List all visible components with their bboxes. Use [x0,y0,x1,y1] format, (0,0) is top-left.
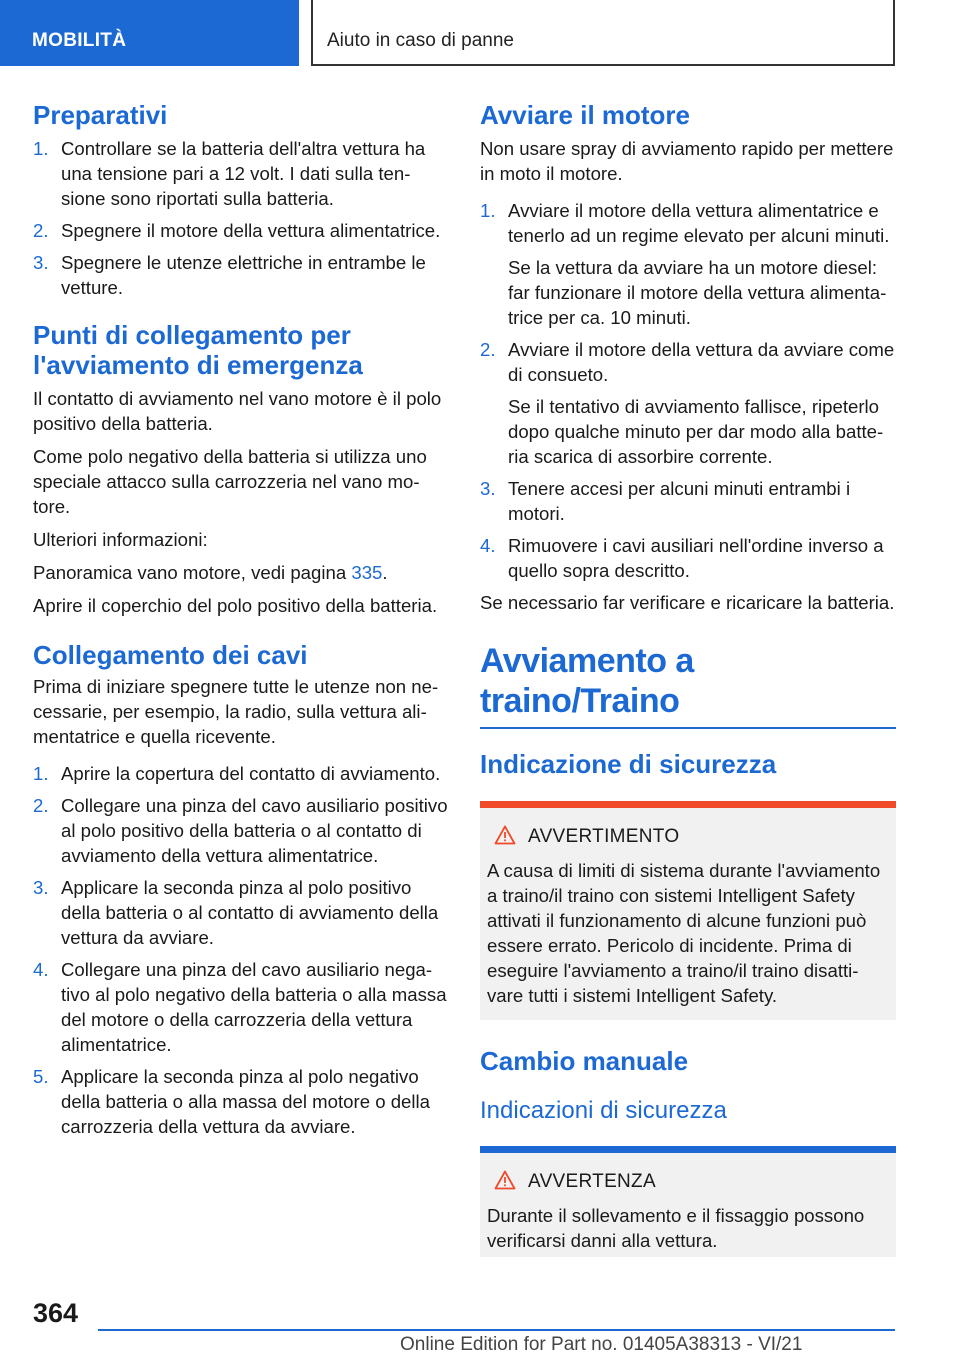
warning-label: AVVERTIMENTO [528,826,680,847]
heading-cambio-manuale: Cambio manuale [480,1046,689,1076]
warning-text: A causa di limiti di sistema durante l'avviamento a traino/il traino con sistemi Intelligent Safety attivati il funzionamento di alcune funzioni può essere errato. Pericolo di incidente. Prima di eseguire l'avviamento a traino/il traino disattivare tutti i sistemi Intelligent Safety. [487,860,881,1006]
list-item: 2. Avviare il motore della vettura da avviare come di consueto. Se il tentativo di avviamento fallisce, ripeterlo dopo qualche minuto per dar modo alla batteria scarica di assorbire corrente. [480,339,895,467]
step-number: 4. [33,959,49,980]
paragraph: Non usare spray di avviamento rapido per mettere in moto il motore. [480,138,894,184]
step-number: 1. [33,763,49,784]
preparativi-list [33,136,448,300]
list-item: 2. Spegnere il motore della vettura alimentatrice. [33,220,441,241]
list-item: 2. Collegare una pinza del cavo ausiliario positivo al polo positivo della batteria o al contatto di avviamento della vettura alimentatrice. [33,795,448,866]
step-number: 1. [480,200,496,221]
chapter-box [311,0,895,66]
page-link[interactable]: 335 [351,562,383,583]
heading-avviare-motore: Avviare il motore [480,100,691,130]
paragraph: Panoramica vano motore, vedi pagina 335. [33,562,388,583]
step-number: 3. [33,252,49,273]
list-item: 4. Collegare una pinza del cavo ausiliario negativo al polo negativo della batteria o alla massa del motore o della carrozzeria della vettura alimentatrice. [33,959,447,1055]
list-item: 1. Controllare se la batteria dell'altra vettura ha una tensione pari a 12 volt. I dati sulla tensione sono riportati sulla batteria. [33,138,426,209]
left-column [33,100,448,1146]
section-title: MOBILITÀ [32,30,127,51]
paragraph: Aprire il coperchio del polo positivo della batteria. [33,595,438,616]
list-item: 3. Tenere accesi per alcuni minuti entrambi i motori. [480,478,851,524]
notice-box [480,1146,896,1257]
chapter-title: Aiuto in caso di panne [327,30,514,51]
subheading-indicazioni-sicurezza: Indicazioni di sicurezza [480,1097,727,1124]
sub-paragraph: Se la vettura da avviare ha un motore diesel: far funzionare il motore della vettura alimentatrice per ca. 10 minuti. [508,257,887,328]
step-number: 3. [33,877,49,898]
step-number: 2. [33,795,49,816]
list-item: 4. Rimuovere i cavi ausiliari nell'ordine inverso a quello sopra descritto. [480,535,884,581]
warning-triangle-icon [494,825,516,850]
step-number: 3. [480,478,496,499]
paragraph: Il contatto di avviamento nel vano motore è il polo positivo della batteria. [33,388,442,434]
heading-collegamento-cavi: Collegamento dei cavi [33,640,308,670]
step-number: 2. [33,220,49,241]
list-item: 3. Applicare la seconda pinza al polo positivo della batteria o al contatto di avviamento della vettura da avviare. [33,877,439,948]
footer-divider [98,1329,895,1331]
notice-text: Durante il sollevamento e il fissaggio possono verificarsi danni alla vettura. [487,1205,865,1251]
step-number: 4. [480,535,496,556]
heading-punti-collegamento: Punti di collegamento per l'avviamento di emergenza [33,320,363,380]
page-number: 364 [33,1298,79,1328]
notice-label: AVVERTENZA [528,1171,656,1192]
heading-preparativi: Preparativi [33,100,168,130]
list-item: 1. Aprire la copertura del contatto di avviamento. [33,763,441,784]
list-item: 1. Avviare il motore della vettura alimentatrice e tenerlo ad un regime elevato per alcuni minuti. Se la vettura da avviare ha un motore diesel: far funzionare il motore della vettura alimentatrice per ca. 10 minuti. [480,198,896,330]
step-number: 1. [33,138,49,159]
avviare-list [480,198,896,583]
step-number: 5. [33,1066,49,1087]
paragraph: Ulteriori informazioni: [33,529,208,550]
collegamento-list [33,761,448,1139]
page-header [0,0,960,66]
paragraph: Come polo negativo della batteria si utilizza uno speciale attacco sulla carrozzeria nel vano motore. [33,446,427,517]
heading-avviamento-traino: Avviamento a traino/Traino [480,641,896,729]
right-column [480,100,896,1257]
warning-box [480,801,896,1020]
edition-text: Online Edition for Part no. 01405A38313 - VI/21 [400,1334,803,1355]
list-item: 3. Spegnere le utenze elettriche in entrambe le vetture. [33,252,426,298]
heading-indicazione-sicurezza: Indicazione di sicurezza [480,749,777,779]
sub-paragraph: Se il tentativo di avviamento fallisce, ripeterlo dopo qualche minuto per dar modo alla batteria scarica di assorbire corrente. [508,396,884,467]
warning-triangle-icon [494,1170,516,1195]
warning-bar [480,801,896,808]
section-tab [0,0,299,66]
notice-bar [480,1146,896,1153]
paragraph: Prima di iniziare spegnere tutte le utenze non necessarie, per esempio, la radio, sulla vettura alimentatrice e quella ricevente. [33,676,439,747]
step-number: 2. [480,339,496,360]
paragraph: Se necessario far verificare e ricaricare la batteria. [480,592,895,613]
list-item: 5. Applicare la seconda pinza al polo negativo della batteria o alla massa del motore o della carrozzeria della vettura da avviare. [33,1066,430,1137]
